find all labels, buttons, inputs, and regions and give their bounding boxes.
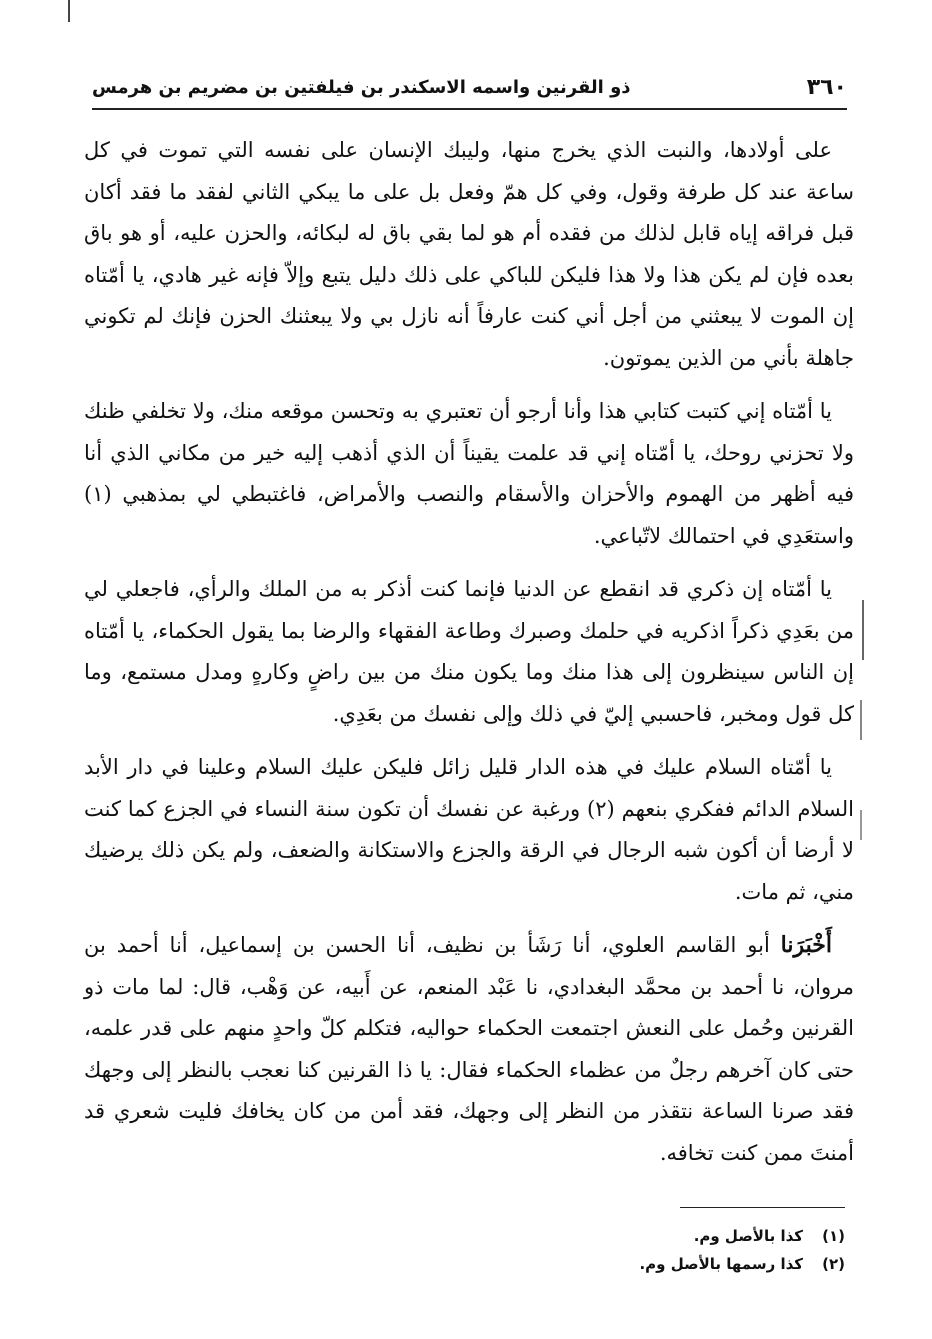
footnote-number: (٢): [822, 1255, 845, 1273]
main-text: [84, 130, 854, 1186]
scan-edge-mark: [68, 0, 70, 22]
paragraph-text: يا أمّتاه إن ذكري قد انقطع عن الدنيا فإنما كنت أذكر به من الملك والرأي، فاجعلي لي من بعَدِي ذكراً اذكريه في حلمك وصبرك وطاعة الفقهاء والرضا بما يقول الحكماء، يا أمّتاه إن الناس سينظرون إلى هذا منك وما يكون منك من بين راضٍ وكارهٍ ومدل مستمع، وما كل قول ومخبر، فاحسبي إليّ في ذلك وإلى نفسك من بعَدِي.: [84, 577, 854, 726]
paragraph: [84, 130, 854, 379]
running-title: ذو القرنين واسمه الاسكندر بن فيلفتين بن مضريم بن هرمس: [92, 76, 631, 98]
paragraph-text: أبو القاسم العلوي، أنا رَشَأ بن نظيف، أنا الحسن بن إسماعيل، أنا أحمد بن مروان، نا أحمد بن محمَّد البغدادي، نا عَبْد المنعم، عن أَبيه، عن وَهْب، قال: لما مات ذو القرنين وحُمل على النعش اجتمعت الحكماء حواليه، فتكلم كلّ واحدٍ منهم على قدر علمه، حتى كان آخرهم رجلٌ من عظماء الحكماء فقال: يا ذا القرنين كنا نعجب بالنظر إلى وجهك فقد صرنا الساعة نتقذر من النظر إلى وجهك، فقد أمن من كان يخافك فليت شعري قد أمنتَ ممن كنت تخافه.: [84, 933, 854, 1165]
paragraph: [84, 925, 854, 1174]
scan-edge-mark: [862, 600, 864, 660]
paragraph: [84, 569, 854, 735]
footnote-text: كذا بالأصل وم.: [693, 1227, 803, 1245]
scan-edge-mark: [860, 810, 862, 840]
footnote: [500, 1222, 845, 1250]
paragraph: [84, 391, 854, 557]
footnotes: [500, 1222, 845, 1278]
paragraph: [84, 747, 854, 913]
paragraph-lead-word: أَخْبَرَنا: [780, 932, 832, 958]
paragraph-text: يا أمّتاه إني كتبت كتابي هذا وأنا أرجو أن تعتبري به وتحسن موقعه منك، ولا تخلفي ظنك ولا تحزني روحك، يا أمّتاه إني قد علمت يقيناً أن الذي أذهب إليه خير من مكاني الذي أنا فيه أظهر من الهموم والأحزان والأسقام والنصب والأمراض، فاغتبطي لي بمذهبي (١) واستعَدِي في احتمالك لاتّباعي.: [84, 399, 854, 548]
paragraph-text: على أولادها، والنبت الذي يخرج منها، وليبك الإنسان على نفسه التي تموت في كل ساعة عند كل طرفة وقول، وفي كل همّ وفعل بل على ما يبكي الثاني لفقد ما فقد أكان قبل فراقه إياه قابل لذلك من فقده أم هو لما بقي باق له لبكائه، والحزن عليه، أو هو باق بعده فإن لم يكن هذا ولا هذا فليكن للباكي على ذلك دليل يتبع وإلاّ فإنه غير هادي، يا أمّتاه إن الموت لا يبعثني من أجل أني كنت عارفاً أنه نازل بي ولا يبعثنك الحزن فإنك لم تكوني جاهلة بأني من الذين يموتون.: [84, 138, 854, 370]
page-header: [92, 70, 847, 104]
footnote-text: كذا رسمها بالأصل وم.: [639, 1255, 803, 1273]
footnote-number: (١): [822, 1227, 845, 1245]
header-rule: [92, 108, 847, 110]
scan-edge-mark: [860, 700, 862, 740]
page-number: ٣٦٠: [806, 74, 847, 100]
paragraph-text: يا أمّتاه السلام عليك في هذه الدار قليل زائل فليكن عليك السلام وعلينا في دار الأبد السلام الدائم ففكري بنعهم (٢) ورغبة عن نفسك أن تكون سنة النساء في الجزع كما كنت لا أرضا أن أكون شبه الرجال في الرقة والجزع والاستكانة والضعف، ولم يكن ذلك يرضيك مني، ثم مات.: [84, 755, 854, 904]
footnote: [500, 1250, 845, 1278]
footnote-rule: [680, 1207, 845, 1208]
